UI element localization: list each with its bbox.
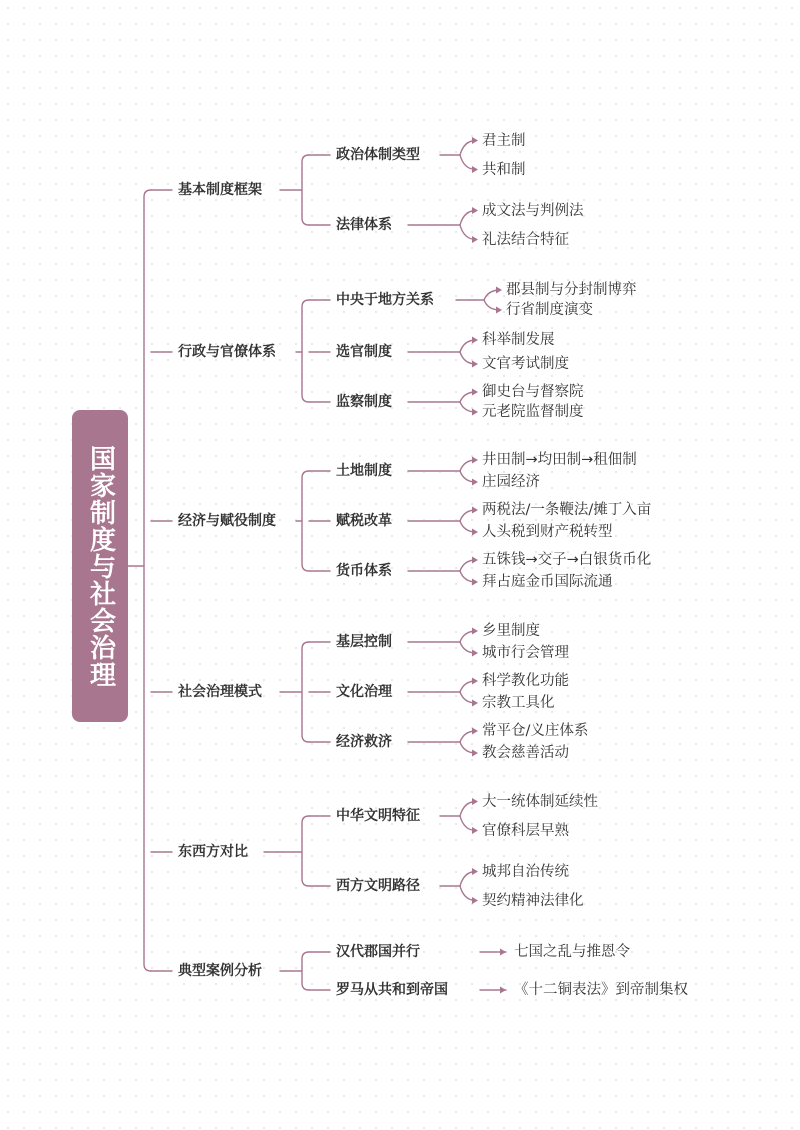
arrow-head — [472, 457, 478, 464]
leaf-node[interactable]: 文官考试制度 — [482, 356, 569, 372]
sub-node[interactable]: 货币体系 — [336, 563, 392, 579]
leaf-node[interactable]: 城邦自治传统 — [482, 863, 569, 880]
arrow-head — [472, 650, 478, 657]
arrow-head — [472, 728, 478, 735]
arrow-head — [472, 529, 478, 536]
sub-node[interactable]: 基层控制 — [336, 634, 392, 650]
arrow-head — [472, 798, 478, 805]
sub-node[interactable]: 中央于地方关系 — [336, 292, 434, 308]
leaf-node[interactable]: 庄园经济 — [482, 474, 540, 490]
arrow-head — [472, 579, 478, 586]
arrow-head — [472, 409, 478, 416]
sub-node[interactable]: 经济救济 — [336, 734, 392, 750]
arrow-head — [472, 236, 478, 243]
sub-node[interactable]: 土地制度 — [336, 463, 392, 479]
leaf-node[interactable]: 教会慈善活动 — [482, 745, 569, 761]
leaf-node[interactable]: 礼法结合特征 — [482, 231, 569, 248]
leaf-node[interactable]: 两税法/一条鞭法/摊丁入亩 — [482, 502, 652, 518]
leaf-node[interactable]: 共和制 — [482, 161, 526, 178]
arrow-head — [472, 628, 478, 635]
arrow-head — [472, 137, 478, 144]
sub-node[interactable]: 西方文明路径 — [336, 878, 420, 894]
leaf-node[interactable]: 五铢钱→交子→白银货币化 — [482, 552, 652, 568]
leaf-node[interactable]: 成文法与判例法 — [482, 202, 584, 219]
arrow-head — [472, 868, 478, 875]
sub-brace — [302, 300, 309, 402]
arrow-head — [472, 361, 478, 368]
arrow-head — [472, 389, 478, 396]
sub-node[interactable]: 文化治理 — [336, 684, 392, 700]
arrow-head — [472, 207, 478, 214]
arrow-head — [472, 337, 478, 344]
leaf-node[interactable]: 《十二铜表法》到帝制集权 — [514, 982, 688, 998]
sub-brace — [302, 816, 309, 886]
arrow-head — [472, 827, 478, 834]
leaf-node[interactable]: 君主制 — [482, 132, 526, 149]
arrow-head — [472, 507, 478, 514]
root-node[interactable]: 国家制度与社会治理 — [72, 410, 128, 722]
leaf-node[interactable]: 乡里制度 — [482, 623, 540, 639]
branch-node[interactable]: 行政与官僚体系 — [178, 344, 276, 360]
main-trunk — [144, 190, 151, 971]
arrow-head — [472, 557, 478, 564]
leaf-node[interactable]: 元老院监督制度 — [482, 404, 584, 420]
leaf-node[interactable]: 人头税到财产税转型 — [482, 524, 613, 540]
arrow-head — [472, 700, 478, 707]
leaf-node[interactable]: 拜占庭金币国际流通 — [482, 574, 613, 590]
arrow-head — [472, 897, 478, 904]
leaf-node[interactable]: 城市行会管理 — [482, 645, 569, 661]
arrow-head — [500, 987, 506, 994]
arrow-head — [472, 166, 478, 173]
sub-node[interactable]: 监察制度 — [336, 394, 392, 410]
branch-node[interactable]: 经济与赋役制度 — [178, 513, 276, 529]
sub-node[interactable]: 汉代郡国并行 — [336, 944, 420, 960]
branch-node[interactable]: 东西方对比 — [178, 844, 248, 860]
arrow-head — [496, 307, 502, 314]
leaf-node[interactable]: 大一统体制延续性 — [482, 793, 598, 810]
sub-brace — [302, 642, 309, 742]
leaf-node[interactable]: 行省制度演变 — [506, 302, 593, 318]
sub-node[interactable]: 中华文明特征 — [336, 808, 420, 824]
leaf-node[interactable]: 御史台与督察院 — [482, 384, 584, 400]
leaf-node[interactable]: 井田制→均田制→租佃制 — [482, 452, 637, 468]
sub-brace — [302, 155, 309, 225]
sub-node[interactable]: 选官制度 — [336, 344, 392, 360]
arrow-head — [472, 678, 478, 685]
sub-node[interactable]: 赋税改革 — [336, 513, 392, 529]
leaf-node[interactable]: 郡县制与分封制博弈 — [506, 282, 637, 298]
sub-node[interactable]: 法律体系 — [336, 217, 392, 233]
arrow-head — [500, 949, 506, 956]
leaf-node[interactable]: 常平仓/义庄体系 — [482, 723, 589, 739]
branch-node[interactable]: 社会治理模式 — [178, 684, 262, 700]
leaf-node[interactable]: 七国之乱与推恩令 — [514, 944, 630, 960]
leaf-node[interactable]: 契约精神法律化 — [482, 892, 584, 909]
branch-node[interactable]: 典型案例分析 — [178, 963, 262, 979]
sub-node[interactable]: 罗马从共和到帝国 — [336, 982, 448, 998]
leaf-node[interactable]: 科举制发展 — [482, 332, 555, 348]
arrow-head — [472, 750, 478, 757]
leaf-node[interactable]: 官僚科层早熟 — [482, 822, 569, 839]
sub-node[interactable]: 政治体制类型 — [336, 147, 420, 163]
leaf-node[interactable]: 科学教化功能 — [482, 673, 569, 689]
sub-brace — [302, 952, 309, 990]
arrow-head — [472, 479, 478, 486]
arrow-head — [496, 287, 502, 294]
leaf-node[interactable]: 宗教工具化 — [482, 695, 555, 711]
branch-node[interactable]: 基本制度框架 — [178, 182, 262, 198]
sub-brace — [302, 471, 309, 571]
